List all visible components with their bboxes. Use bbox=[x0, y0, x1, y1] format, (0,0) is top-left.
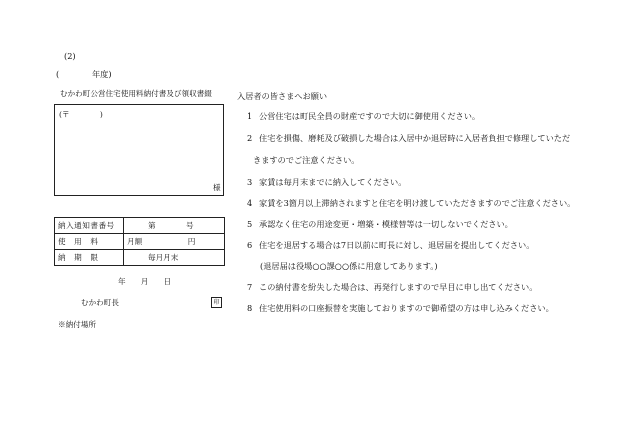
notice-num-5: 5 bbox=[247, 219, 253, 229]
notice-num-4: 4 bbox=[247, 198, 253, 208]
notice-num-7: 7 bbox=[247, 282, 253, 292]
honorific: 様 bbox=[213, 183, 221, 192]
page-number: (2) bbox=[64, 51, 76, 61]
row-label-notice-number: 納入通知書番号 bbox=[55, 218, 124, 234]
row-label-fee: 使 用 料 bbox=[55, 234, 124, 250]
notice-num-6: 6 bbox=[247, 240, 253, 250]
info-table bbox=[54, 217, 225, 266]
address-box bbox=[54, 104, 224, 196]
table-row bbox=[55, 250, 225, 266]
row-value-fee: 月額 円 bbox=[124, 234, 225, 250]
notice-heading: 入居者の皆さまへお願い bbox=[237, 91, 328, 101]
issuer-name: むかわ町長 bbox=[81, 298, 119, 307]
date-line: 年 月 日 bbox=[118, 277, 172, 286]
notice-text-3: 家賃は毎月末までに納入してください。 bbox=[259, 177, 407, 187]
row-value-due: 毎月月末 bbox=[124, 250, 225, 266]
notice-text-5: 承認なく住宅の用途変更・増築・模様替等は一切しないでください。 bbox=[259, 219, 513, 229]
notice-text-6-sub: (退居届は役場○○課○○係に用意してあります。) bbox=[260, 261, 438, 271]
fiscal-year: ( 年度) bbox=[56, 69, 112, 79]
row-label-due: 納 期 限 bbox=[55, 250, 124, 266]
notice-num-2: 2 bbox=[247, 133, 253, 143]
notice-num-1: 1 bbox=[247, 111, 253, 121]
table-row bbox=[55, 218, 225, 234]
notice-text-4: 家賃を3箇月以上滞納されますと住宅を明け渡していただきますのでご注意ください。 bbox=[259, 198, 576, 208]
notice-text-2-cont: きますのでご注意ください。 bbox=[253, 155, 360, 165]
notice-text-6: 住宅を退居する場合は7日以前に町長に対し、退居届を提出してください。 bbox=[259, 240, 535, 250]
notice-text-1: 公営住宅は町民全員の財産ですので大切に御使用ください。 bbox=[259, 111, 481, 121]
postal-prefix: (〒 ) bbox=[59, 110, 103, 119]
row-value-notice-number: 第 号 bbox=[124, 218, 225, 234]
payment-place: ※納付場所 bbox=[58, 320, 96, 329]
notice-num-8: 8 bbox=[247, 303, 253, 313]
notice-text-7: この納付書を紛失した場合は、再発行しますので早目に申し出てください。 bbox=[259, 282, 538, 292]
table-row bbox=[55, 234, 225, 250]
notice-text-2: 住宅を損傷、磨耗及び破損した場合は入居中か退居時に入居者負担で修理していただ bbox=[259, 133, 571, 143]
form-title: むかわ町公営住宅使用料納付書及び領収書綴 bbox=[60, 89, 212, 98]
notice-text-8: 住宅使用料の口座振替を実施しておりますので御希望の方は申し込みください。 bbox=[259, 303, 554, 313]
notice-num-3: 3 bbox=[247, 177, 253, 187]
seal-stamp: 印 bbox=[211, 297, 222, 308]
